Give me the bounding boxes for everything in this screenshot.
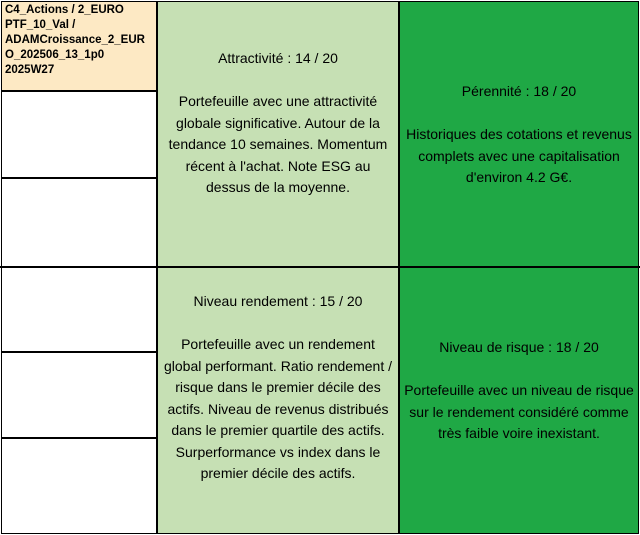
perennite-cell (399, 1, 639, 267)
empty-cell (1, 352, 157, 438)
empty-cell (1, 267, 157, 352)
perennite-title: Pérennité : 18 / 20 (461, 83, 577, 99)
rendement-title: Niveau rendement : 15 / 20 (193, 293, 363, 309)
portfolio-header-cell (1, 1, 157, 91)
portfolio-header-line: O_202506_13_1p0 (5, 49, 105, 61)
empty-cell (1, 178, 157, 267)
attractivite-text: Portefeuille avec une attractivité globale significative. Autour de la tendance 10 semaines. Momentum récent à l'achat. Note ESG au dessus de la moyenne. (168, 93, 388, 195)
risque-cell (399, 267, 639, 534)
portfolio-header-line: C4_Actions / 2_EURO (5, 4, 124, 16)
risque-title: Niveau de risque : 18 / 20 (439, 339, 599, 355)
rendement-text: Portefeuille avec un rendement global performant. Ratio rendement / risque dans le premier décile des actifs. Niveau de revenus distribués dans le premier quartile des actifs. Surperformance vs index dans le premier décile des actifs. (163, 336, 392, 481)
portfolio-header-line: PTF_10_Val / (5, 19, 76, 31)
rendement-cell (157, 267, 399, 534)
perennite-text: Historiques des cotations et revenus complets avec une capitalisation d'environ 4.2 G€. (406, 126, 632, 185)
portfolio-header-line: ADAMCroissance_2_EUR (5, 34, 145, 46)
portfolio-header-line: 2025W27 (5, 64, 55, 76)
attractivite-cell (157, 1, 399, 267)
empty-cell (1, 438, 157, 534)
row-separator (0, 266, 640, 268)
empty-cell (1, 91, 157, 178)
attractivite-title: Attractivité : 14 / 20 (218, 50, 338, 66)
risque-text: Portefeuille avec un niveau de risque sur le rendement considéré comme très faible voire inexistant. (404, 382, 634, 441)
